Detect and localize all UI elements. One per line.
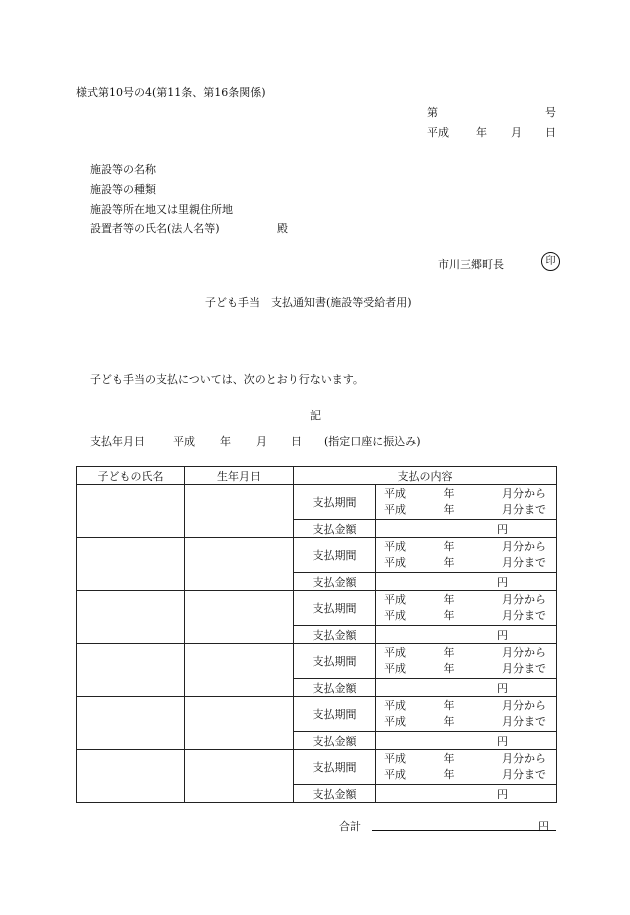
period-from-era: 平成 bbox=[384, 699, 406, 712]
period-from-month: 月分から bbox=[502, 540, 546, 553]
period-from-era: 平成 bbox=[384, 487, 406, 500]
table-row bbox=[77, 644, 557, 679]
period-from-year: 年 bbox=[443, 487, 455, 500]
table-row bbox=[77, 750, 557, 785]
period-from-era: 平成 bbox=[384, 752, 406, 765]
yen-unit: 円 bbox=[497, 734, 508, 748]
period-to-era: 平成 bbox=[384, 503, 406, 516]
facility-address-label: 施設等所在地又は里親住所地 bbox=[90, 203, 233, 216]
payment-amount-cell[interactable] bbox=[376, 573, 557, 591]
payment-period-label: 支払期間 bbox=[294, 591, 376, 626]
period-to-year: 年 bbox=[443, 556, 455, 569]
payment-amount-label: 支払金額 bbox=[294, 785, 376, 803]
period-to-month: 月分まで bbox=[502, 556, 546, 569]
payment-period-cell bbox=[376, 538, 557, 573]
yen-unit: 円 bbox=[497, 787, 508, 801]
payment-period-cell bbox=[376, 750, 557, 785]
payment-amount-label: 支払金額 bbox=[294, 732, 376, 750]
table-row bbox=[77, 485, 557, 520]
period-from-era: 平成 bbox=[384, 593, 406, 606]
table-row bbox=[77, 538, 557, 573]
period-to-year: 年 bbox=[443, 609, 455, 622]
period-from-month: 月分から bbox=[502, 646, 546, 659]
period-to-month: 月分まで bbox=[502, 662, 546, 675]
total-yen: 円 bbox=[538, 820, 549, 833]
header-birthdate: 生年月日 bbox=[185, 467, 294, 485]
yen-unit: 円 bbox=[497, 575, 508, 589]
period-to-era: 平成 bbox=[384, 768, 406, 781]
birthdate-cell[interactable] bbox=[185, 591, 294, 644]
yen-unit: 円 bbox=[497, 522, 508, 536]
birthdate-cell[interactable] bbox=[185, 538, 294, 591]
child-name-cell[interactable] bbox=[77, 485, 185, 538]
period-from-month: 月分から bbox=[502, 699, 546, 712]
doc-number-suffix: 号 bbox=[545, 106, 556, 119]
child-name-cell[interactable] bbox=[77, 538, 185, 591]
period-to-year: 年 bbox=[443, 715, 455, 728]
child-name-cell[interactable] bbox=[77, 644, 185, 697]
issue-date-day: 日 bbox=[545, 126, 556, 139]
birthdate-cell[interactable] bbox=[185, 750, 294, 803]
period-to-year: 年 bbox=[443, 768, 455, 781]
period-to-era: 平成 bbox=[384, 609, 406, 622]
period-from-month: 月分から bbox=[502, 487, 546, 500]
child-name-cell[interactable] bbox=[77, 591, 185, 644]
period-to-era: 平成 bbox=[384, 556, 406, 569]
honorific: 殿 bbox=[277, 222, 288, 235]
payment-amount-cell[interactable] bbox=[376, 785, 557, 803]
yen-unit: 円 bbox=[497, 628, 508, 642]
period-from-month: 月分から bbox=[502, 752, 546, 765]
total-amount-field bbox=[372, 830, 556, 831]
payment-amount-cell[interactable] bbox=[376, 679, 557, 697]
birthdate-cell[interactable] bbox=[185, 697, 294, 750]
yen-unit: 円 bbox=[497, 681, 508, 695]
total-label: 合計 bbox=[339, 820, 361, 833]
payment-table bbox=[76, 466, 557, 803]
payment-amount-label: 支払金額 bbox=[294, 626, 376, 644]
period-from-year: 年 bbox=[443, 593, 455, 606]
seal-stamp: 印 bbox=[541, 252, 560, 271]
payment-amount-label: 支払金額 bbox=[294, 679, 376, 697]
payment-date-month: 月 bbox=[256, 435, 267, 448]
issuer-name: 市川三郷町長 bbox=[438, 258, 504, 271]
payment-period-cell bbox=[376, 644, 557, 679]
period-from-year: 年 bbox=[443, 699, 455, 712]
payment-amount-label: 支払金額 bbox=[294, 520, 376, 538]
period-from-era: 平成 bbox=[384, 646, 406, 659]
period-to-era: 平成 bbox=[384, 715, 406, 728]
ki-mark: 記 bbox=[310, 409, 321, 422]
period-from-month: 月分から bbox=[502, 593, 546, 606]
period-to-year: 年 bbox=[443, 503, 455, 516]
period-from-year: 年 bbox=[443, 752, 455, 765]
payment-period-label: 支払期間 bbox=[294, 538, 376, 573]
facility-name-label: 施設等の名称 bbox=[90, 163, 156, 176]
issue-date-month: 月 bbox=[511, 126, 522, 139]
payment-period-cell bbox=[376, 697, 557, 732]
period-to-month: 月分まで bbox=[502, 609, 546, 622]
payment-period-label: 支払期間 bbox=[294, 697, 376, 732]
payment-period-cell bbox=[376, 485, 557, 520]
birthdate-cell[interactable] bbox=[185, 644, 294, 697]
payment-date-year: 年 bbox=[220, 435, 231, 448]
birthdate-cell[interactable] bbox=[185, 485, 294, 538]
header-child-name: 子どもの氏名 bbox=[77, 467, 185, 485]
period-to-month: 月分まで bbox=[502, 768, 546, 781]
facility-type-label: 施設等の種類 bbox=[90, 183, 156, 196]
payment-method-note: (指定口座に振込み) bbox=[324, 435, 421, 448]
period-to-year: 年 bbox=[443, 662, 455, 675]
period-from-year: 年 bbox=[443, 646, 455, 659]
doc-number-prefix: 第 bbox=[427, 106, 438, 119]
issue-date-year: 年 bbox=[476, 126, 487, 139]
payment-amount-cell[interactable] bbox=[376, 520, 557, 538]
payment-period-cell bbox=[376, 591, 557, 626]
payment-period-label: 支払期間 bbox=[294, 750, 376, 785]
payment-date-era: 平成 bbox=[173, 435, 195, 448]
period-from-year: 年 bbox=[443, 540, 455, 553]
table-row bbox=[77, 697, 557, 732]
payment-amount-label: 支払金額 bbox=[294, 573, 376, 591]
table-row bbox=[77, 591, 557, 626]
issue-date-era: 平成 bbox=[427, 126, 449, 139]
period-from-era: 平成 bbox=[384, 540, 406, 553]
document-title: 子ども手当 支払通知書(施設等受給者用) bbox=[205, 296, 412, 309]
payment-period-label: 支払期間 bbox=[294, 644, 376, 679]
period-to-month: 月分まで bbox=[502, 503, 546, 516]
payment-amount-cell[interactable] bbox=[376, 626, 557, 644]
period-to-month: 月分まで bbox=[502, 715, 546, 728]
payment-date-day: 日 bbox=[291, 435, 302, 448]
period-to-era: 平成 bbox=[384, 662, 406, 675]
form-label: 様式第10号の4(第11条、第16条関係) bbox=[76, 86, 266, 99]
payment-period-label: 支払期間 bbox=[294, 485, 376, 520]
body-text: 子ども手当の支払については、次のとおり行ないます。 bbox=[90, 373, 364, 386]
header-payment-content: 支払の内容 bbox=[294, 467, 557, 485]
payment-date-label: 支払年月日 bbox=[90, 435, 145, 448]
child-name-cell[interactable] bbox=[77, 697, 185, 750]
founder-name-label: 設置者等の氏名(法人名等) bbox=[90, 222, 220, 235]
child-name-cell[interactable] bbox=[77, 750, 185, 803]
payment-amount-cell[interactable] bbox=[376, 732, 557, 750]
